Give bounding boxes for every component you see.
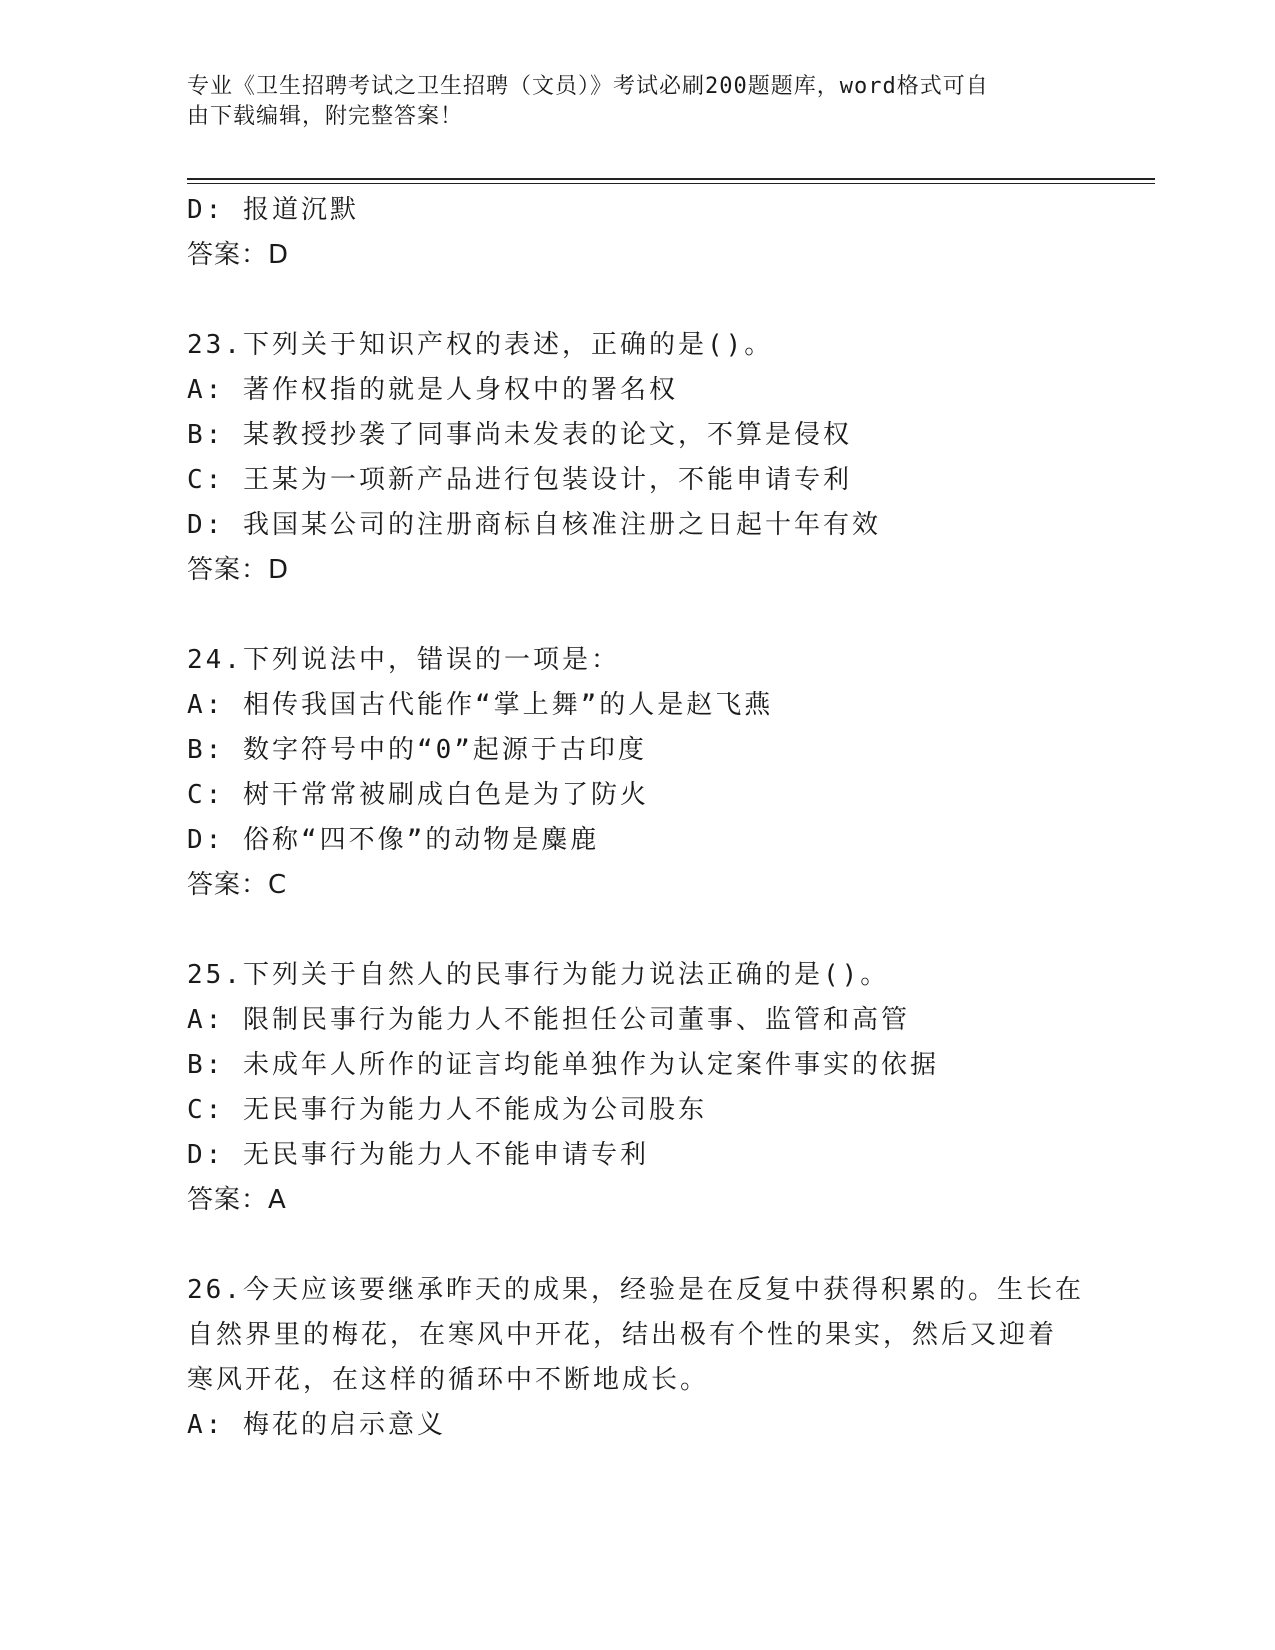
spacer: [187, 1223, 1107, 1268]
question-26: [187, 1268, 1107, 1448]
option-a: A: 梅花的启示意义: [187, 1410, 446, 1440]
option-c: C: 王某为一项新产品进行包装设计，不能申请专利: [187, 465, 852, 495]
question-list: [187, 188, 1107, 1448]
question-23: [187, 323, 1107, 593]
spacer: [187, 593, 1107, 638]
spacer: [187, 908, 1107, 953]
option-d: D: 无民事行为能力人不能申请专利: [187, 1140, 649, 1170]
answer-line: 答案：A: [187, 1185, 287, 1215]
option-c: C: 无民事行为能力人不能成为公司股东: [187, 1095, 707, 1125]
previous-question-tail: [187, 188, 1107, 278]
option-a: A: 限制民事行为能力人不能担任公司董事、监管和高管: [187, 1005, 910, 1035]
option-a: A: 相传我国古代能作“掌上舞”的人是赵飞燕: [187, 690, 774, 720]
option-d: D: 报道沉默: [187, 195, 359, 225]
option-b: B: 数字符号中的“0”起源于古印度: [187, 735, 647, 765]
question-24: [187, 638, 1107, 908]
document-header: [187, 72, 1067, 132]
answer-line: 答案：D: [187, 240, 290, 270]
question-stem: 23.下列关于知识产权的表述，正确的是()。: [187, 330, 774, 360]
question-stem: 24.下列说法中，错误的一项是：: [187, 645, 620, 675]
option-b: B: 某教授抄袭了同事尚未发表的论文，不算是侵权: [187, 420, 852, 450]
option-d: D: 俗称“四不像”的动物是麋鹿: [187, 825, 600, 855]
answer-line: 答案：D: [187, 555, 290, 585]
answer-line: 答案：C: [187, 870, 288, 900]
option-c: C: 树干常常被刷成白色是为了防火: [187, 780, 649, 810]
header-divider-thick: [187, 178, 1155, 180]
option-d: D: 我国某公司的注册商标自核准注册之日起十年有效: [187, 510, 881, 540]
question-25: [187, 953, 1107, 1223]
question-stem: 25.下列关于自然人的民事行为能力说法正确的是()。: [187, 960, 890, 990]
header-divider-thin: [187, 183, 1155, 184]
header-line-2: 由下载编辑，附完整答案！: [187, 104, 464, 129]
option-b: B: 未成年人所作的证言均能单独作为认定案件事实的依据: [187, 1050, 939, 1080]
question-stem-line: 寒风开花，在这样的循环中不断地成长。: [187, 1365, 710, 1395]
option-a: A: 著作权指的就是人身权中的署名权: [187, 375, 678, 405]
spacer: [187, 278, 1107, 323]
question-stem-line: 自然界里的梅花，在寒风中开花，结出极有个性的果实，然后又迎着: [187, 1320, 1058, 1350]
question-stem-line: 26.今天应该要继承昨天的成果，经验是在反复中获得积累的。生长在: [187, 1275, 1084, 1305]
question-stem: [187, 1268, 1107, 1403]
header-line-1: 专业《卫生招聘考试之卫生招聘（文员）》考试必刷200题题库，word格式可自: [187, 74, 989, 99]
